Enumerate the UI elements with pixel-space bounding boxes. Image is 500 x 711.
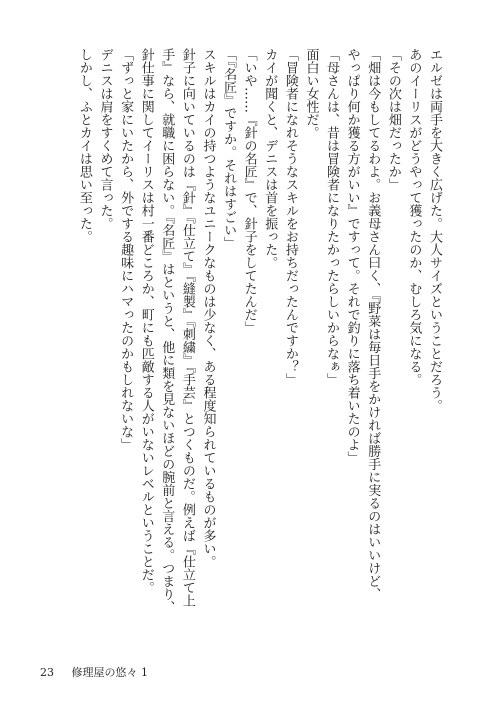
text-line: 「『名匠』ですか。それはすごい」 xyxy=(221,48,237,250)
text-line: 針子に向いているのは『針』『仕立て』『縫製』『刺繍』『手芸』とつくものだ。例えば『仕立て上 xyxy=(179,48,195,607)
text-line: しかし、ふとカイは思い至った。 xyxy=(76,48,92,243)
text-line: カイが聞くと、デニスは首を振った。 xyxy=(262,48,278,269)
text-line: 「ずっと家にいたから、外でする趣味にハマったのかもしれないな」 xyxy=(118,48,134,451)
text-line: 「いや……『針の名匠』で、針子をしてたんだ」 xyxy=(241,48,257,334)
text-line: 手』なら、就職に困らない。『名匠』はというと、他に類を見ないほどの腕前と言える。つまり、 xyxy=(159,48,175,614)
body-text xyxy=(73,48,444,614)
page-number: 23 xyxy=(40,666,54,679)
text-line: 「畑は今もしてるわよ。お義母さん曰く、『野菜は毎日手をかければ勝手に実るのはいいけど、 xyxy=(365,48,381,601)
text-line: 「母さんは、昔は冒険者になりたかったらしいからなぁ」 xyxy=(324,48,340,386)
text-line: 針仕事に関してイーリスは村一番どころか、町にも匹敵する人がいないレベルということだ。 xyxy=(138,48,154,594)
text-line: あのイーリスがどうやって獲ったのか、むしろ気になる。 xyxy=(406,48,422,386)
text-line: 面白い女性だ。 xyxy=(303,48,319,139)
text-line: スキルはカイの持つようなユニークなものは少なく、ある程度知られているものが多い。 xyxy=(200,48,216,568)
page-footer xyxy=(40,664,148,680)
running-title: 修理屋の悠々 1 xyxy=(71,666,148,679)
text-line: やっぱり何か獲る方がいい』ですって。それで釣りに落ち着いたのよ」 xyxy=(344,48,360,464)
text-line: 「冒険者になれそうなスキルをお持ちだったんですか？」 xyxy=(282,48,298,386)
text-line: 「その次は畑だったか」 xyxy=(385,48,401,191)
text-line: エルゼは両手を大きく広げた。大人サイズということだろう。 xyxy=(427,48,442,412)
text-line: デニスは肩をすくめて言った。 xyxy=(97,48,113,230)
